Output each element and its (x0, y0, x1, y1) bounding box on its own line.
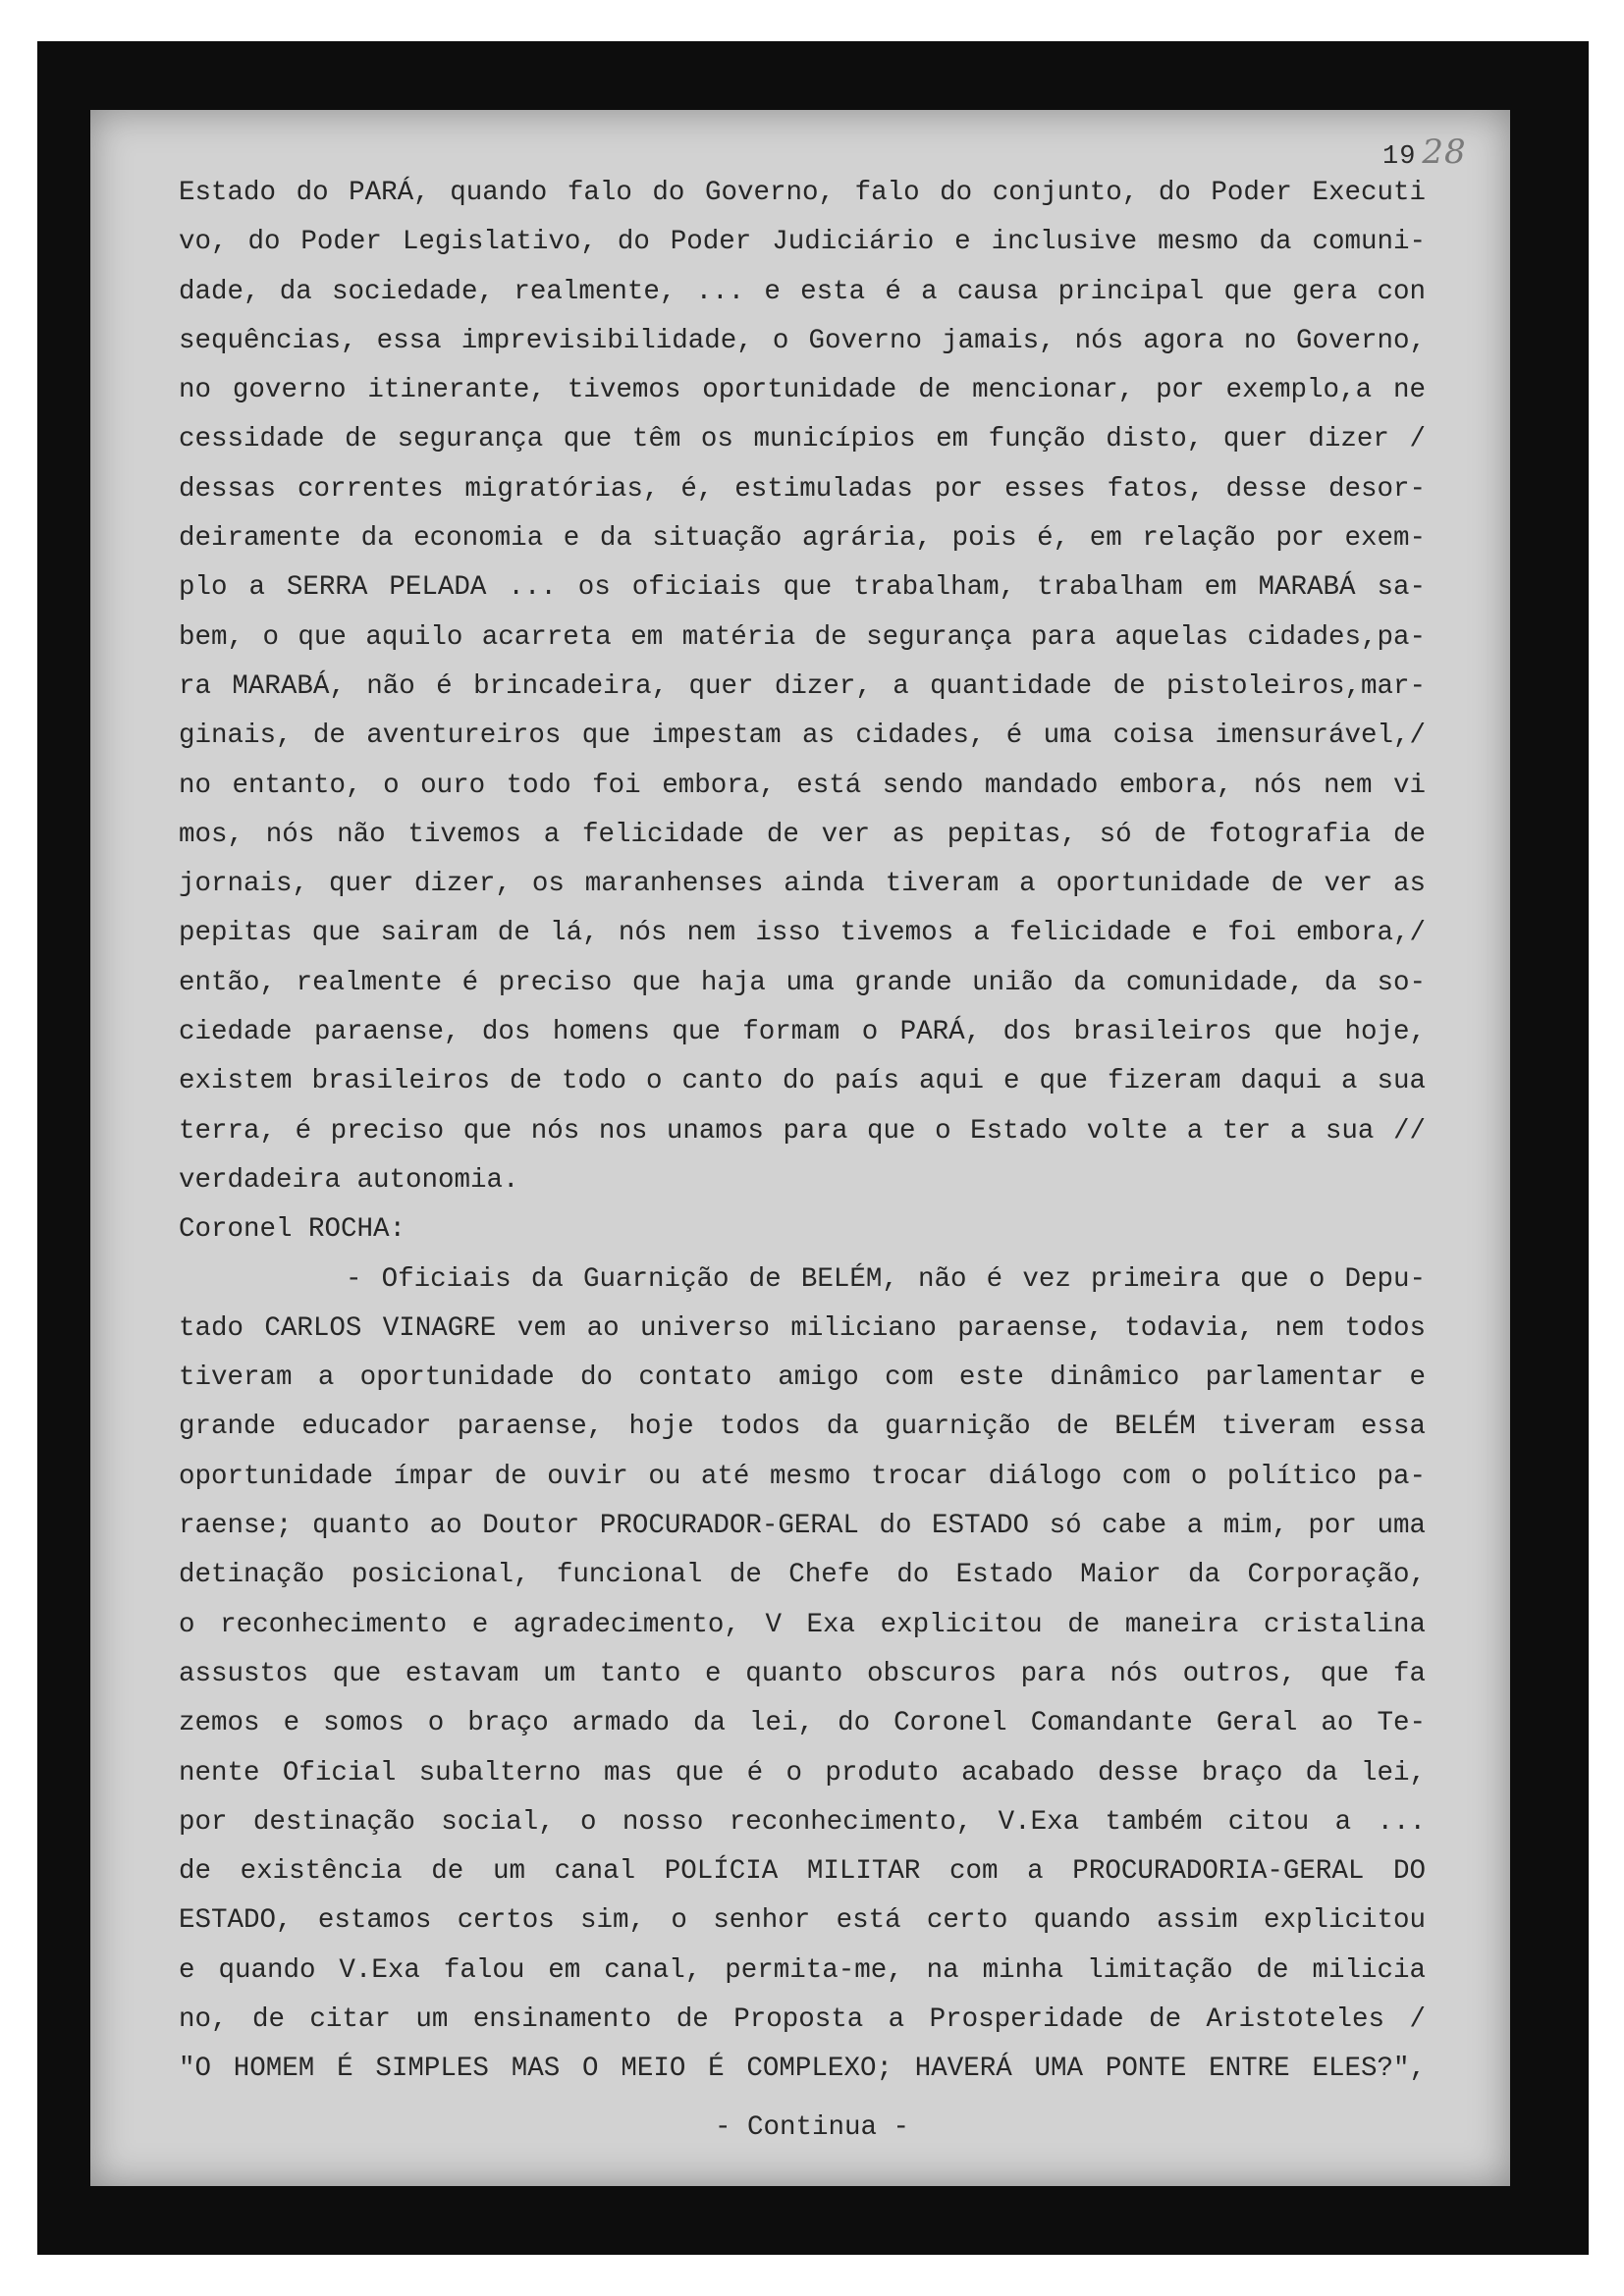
text-line: deiramente da economia e da situação agrária, pois é, em relação por exem- (179, 523, 1426, 555)
text-line: pepitas que sairam de lá, nós nem isso tivemos a felicidade e foi embora,/ (179, 918, 1426, 949)
text-line: ciedade paraense, dos homens que formam o PARÁ, dos brasileiros que hoje, (179, 1017, 1426, 1048)
text-line: dessas correntes migratórias, é, estimuladas por esses fatos, desse desor- (179, 473, 1426, 505)
text-line: bem, o que aquilo acarreta em matéria de segurança para aquelas cidades,pa- (179, 621, 1426, 653)
handwritten-page-number: 28 (1422, 133, 1467, 172)
text-line: no governo itinerante, tivemos oportunidade de mencionar, por exemplo,a ne (179, 375, 1426, 406)
speech-line: - Oficiais da Guarnição de BELÉM, não é vez primeira que o Depu- (346, 1263, 1426, 1295)
speech-line: nente Oficial subalterno mas que é o produto acabado desse braço da lei, (179, 1757, 1426, 1789)
speech-line: detinação posicional, funcional de Chefe do Estado Maior da Corporação, (179, 1560, 1426, 1591)
typed-page-number: 19 (1382, 142, 1417, 172)
speech-line: grande educador paraense, hoje todos da guarnição de BELÉM tiveram essa (179, 1412, 1426, 1443)
speech-line: tado CARLOS VINAGRE vem ao universo miliciano paraense, todavia, nem todos (179, 1312, 1426, 1344)
text-line: mos, nós não tivemos a felicidade de ver as pepitas, só de fotografia de (179, 819, 1426, 850)
speech-line: no, de citar um ensinamento de Proposta a Prosperidade de Aristoteles / (179, 2003, 1426, 2035)
text-line: ra MARABÁ, não é brincadeira, quer dizer, a quantidade de pistoleiros,mar- (179, 670, 1426, 702)
document-body (179, 169, 1426, 2095)
speech-line: de existência de um canal POLÍCIA MILITAR com a PROCURADORIA-GERAL DO (179, 1856, 1426, 1888)
speech-line: por destinação social, o nosso reconhecimento, V.Exa também citou a ... (179, 1806, 1426, 1838)
speech-line: zemos e somos o braço armado da lei, do Coronel Comandante Geral ao Te- (179, 1708, 1426, 1739)
text-line: Estado do PARÁ, quando falo do Governo, falo do conjunto, do Poder Executi (179, 178, 1426, 208)
speech-line: "O HOMEM É SIMPLES MAS O MEIO É COMPLEXO; HAVERÁ UMA PONTE ENTRE ELES?", (179, 2054, 1426, 2085)
text-line: ginais, de aventureiros que impestam as cidades, é uma coisa imensurável,/ (179, 721, 1426, 752)
text-line: plo a SERRA PELADA ... os oficiais que trabalham, trabalham em MARABÁ sa- (179, 572, 1426, 604)
speech-line: o reconhecimento e agradecimento, V Exa explicitou de maneira cristalina (179, 1609, 1426, 1640)
speech-line: assustos que estavam um tanto e quanto obscuros para nós outros, que fa (179, 1658, 1426, 1689)
text-line: dade, da sociedade, realmente, ... e esta é a causa principal que gera con (179, 276, 1426, 307)
speech-line: e quando V.Exa falou em canal, permita-me, na minha limitação de milicia (179, 1954, 1426, 1986)
text-line: jornais, quer dizer, os maranhenses ainda tiveram a oportunidade de ver as (179, 869, 1426, 900)
speech-line: ESTADO, estamos certos sim, o senhor está certo quando assim explicitou (179, 1905, 1426, 1937)
text-line: cessidade de segurança que têm os municípios em função disto, quer dizer / (179, 424, 1426, 455)
page-number (1382, 133, 1467, 172)
speech-line: oportunidade ímpar de ouvir ou até mesmo trocar diálogo com o político pa- (179, 1461, 1426, 1492)
text-line: então, realmente é preciso que haja uma grande união da comunidade, da so- (179, 967, 1426, 998)
text-line: sequências, essa imprevisibilidade, o Governo jamais, nós agora no Governo, (179, 325, 1426, 356)
speech-line: tiveram a oportunidade do contato amigo com este dinâmico parlamentar e (179, 1362, 1426, 1394)
text-line: existem brasileiros de todo o canto do país aqui e que fizeram daqui a sua (179, 1066, 1426, 1097)
text-line: vo, do Poder Legislativo, do Poder Judiciário e inclusive mesmo da comuni- (179, 227, 1426, 258)
speaker-label: Coronel ROCHA: (179, 1214, 406, 1246)
text-line: terra, é preciso que nós nos unamos para que o Estado volte a ter a sua // (179, 1115, 1426, 1147)
text-line: no entanto, o ouro todo foi embora, está sendo mandado embora, nós nem vi (179, 770, 1426, 801)
text-line: verdadeira autonomia. (179, 1164, 519, 1196)
continua-footer: - Continua - (714, 2112, 910, 2143)
speech-line: raense; quanto ao Doutor PROCURADOR-GERAL do ESTADO só cabe a mim, por uma (179, 1511, 1426, 1542)
